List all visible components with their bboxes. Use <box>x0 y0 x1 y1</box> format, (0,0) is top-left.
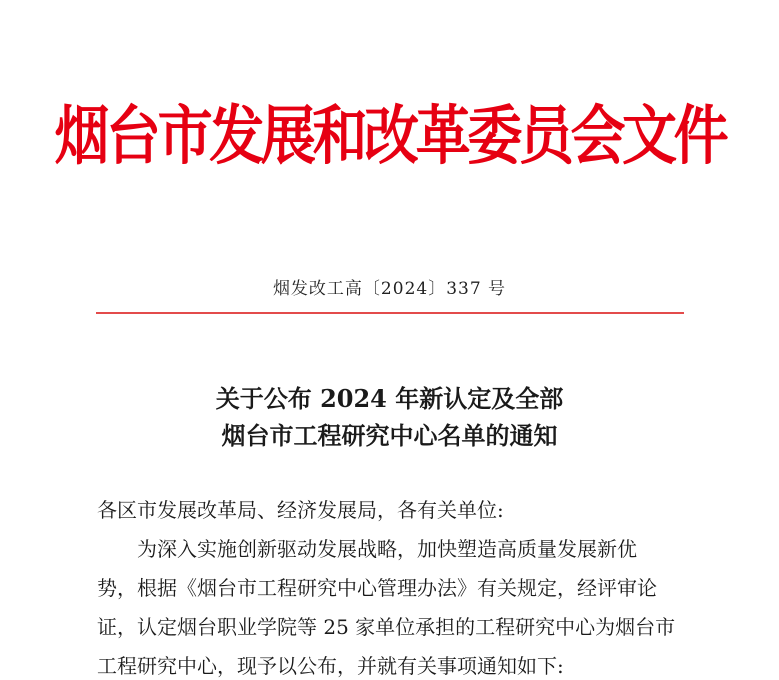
document-number: 烟发改工高〔2024〕337 号 <box>272 279 507 299</box>
red-divider-line <box>96 312 684 314</box>
masthead-title: 烟台市发展和改革委员会文件 <box>54 100 726 174</box>
notice-title-line-1: 关于公布 2024 年新认定及全部 <box>215 384 564 413</box>
body-line: 证，认定烟台职业学院等 25 家单位承担的工程研究中心为烟台市 <box>97 615 676 639</box>
salutation: 各区市发展改革局、经济发展局，各有关单位: <box>97 498 504 522</box>
body-line: 工程研究中心，现予以公布，并就有关事项通知如下: <box>97 654 564 678</box>
notice-title-line-2: 烟台市工程研究中心名单的通知 <box>221 421 558 450</box>
body-line: 势，根据《烟台市工程研究中心管理办法》有关规定，经评审论 <box>97 576 657 600</box>
body-line: 为深入实施创新驱动发展战略，加快塑造高质量发展新优 <box>137 537 637 561</box>
